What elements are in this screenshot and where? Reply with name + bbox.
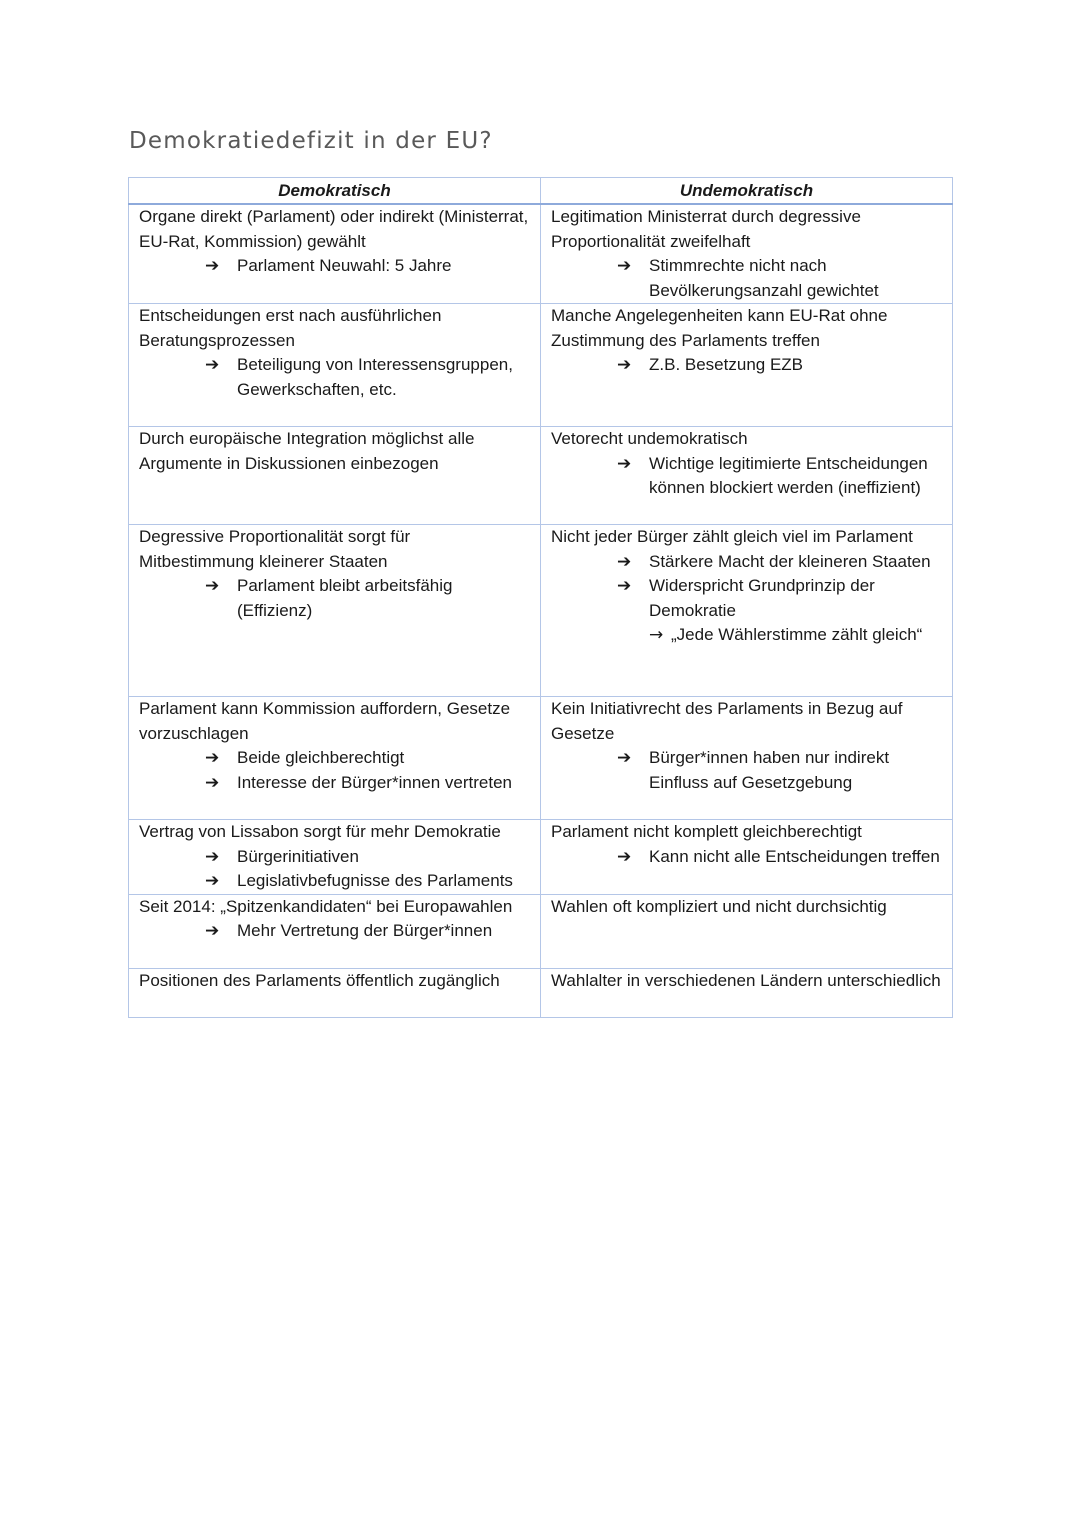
arrow-list <box>139 353 530 402</box>
arrow-list <box>551 746 942 795</box>
cell-demokratisch <box>129 304 541 427</box>
arrow-list <box>551 550 942 648</box>
arrow-list <box>551 452 942 501</box>
arrow-list <box>139 254 530 279</box>
table-row <box>129 820 953 895</box>
table-row <box>129 894 953 968</box>
arrow-list <box>551 254 942 303</box>
arrow-right-icon: ➔ <box>205 576 220 596</box>
list-item-text: Bürgerinitiativen <box>237 846 359 866</box>
cell-text: Seit 2014: „Spitzenkandidaten“ bei Europawahlen <box>139 896 513 916</box>
cell-text: Vetorecht undemokratisch <box>551 429 748 448</box>
list-item-text: Stärkere Macht der kleineren Staaten <box>649 551 931 571</box>
list-item <box>205 919 530 944</box>
arrow-list <box>139 574 530 623</box>
list-item <box>617 746 942 795</box>
cell-text: Vertrag von Lissabon sorgt für mehr Demokratie <box>139 822 501 841</box>
arrow-right-icon: ➔ <box>205 871 220 891</box>
header-demokratisch: Demokratisch <box>129 178 541 205</box>
cell-demokratisch <box>129 968 541 1017</box>
list-item-text: Interesse der Bürger*innen vertreten <box>237 772 512 792</box>
table-row <box>129 427 953 525</box>
cell-text: Wahlen oft kompliziert und nicht durchsichtig <box>551 896 887 916</box>
cell-text: Manche Angelegenheiten kann EU-Rat ohne Zustimmung des Parlaments treffen <box>551 306 888 350</box>
arrow-list <box>139 845 530 894</box>
table-row <box>129 204 953 304</box>
cell-text: Organe direkt (Parlament) oder indirekt (Ministerrat, EU-Rat, Kommission) gewählt <box>139 207 529 251</box>
cell-undemokratisch <box>541 525 953 697</box>
arrow-list <box>551 845 942 870</box>
cell-undemokratisch <box>541 427 953 525</box>
cell-text: Degressive Proportionalität sorgt für Mitbestimmung kleinerer Staaten <box>139 527 411 571</box>
cell-undemokratisch <box>541 204 953 304</box>
cell-text: Parlament nicht komplett gleichberechtigt <box>551 822 862 841</box>
arrow-list <box>551 353 942 378</box>
cell-text: Parlament kann Kommission auffordern, Gesetze vorzuschlagen <box>139 699 511 743</box>
arrow-right-icon: ➔ <box>205 921 220 941</box>
arrow-right-icon: ➔ <box>617 453 632 474</box>
arrow-right-icon: ➔ <box>205 256 220 276</box>
table-row <box>129 697 953 820</box>
cell-demokratisch <box>129 427 541 525</box>
list-item-text: Bürger*innen haben nur indirekt Einfluss auf Gesetzgebung <box>649 748 890 792</box>
cell-demokratisch <box>129 204 541 304</box>
list-item <box>205 771 530 796</box>
list-item <box>617 452 942 501</box>
sub-list-item-text: „Jede Wählerstimme zählt gleich“ <box>671 625 923 644</box>
cell-text: Nicht jeder Bürger zählt gleich viel im Parlament <box>551 527 913 546</box>
cell-undemokratisch <box>541 968 953 1017</box>
list-item <box>205 746 530 771</box>
page-title: Demokratiedefizit in der EU? <box>129 128 493 154</box>
cell-demokratisch <box>129 894 541 968</box>
arrow-right-icon: ➔ <box>617 551 632 572</box>
arrow-right-icon: ➔ <box>617 576 632 596</box>
list-item <box>205 574 530 623</box>
arrow-list <box>139 919 530 944</box>
list-item <box>617 574 942 648</box>
cell-demokratisch <box>129 697 541 820</box>
arrow-right-icon: ➔ <box>617 846 632 867</box>
cell-text: Positionen des Parlaments öffentlich zugänglich <box>139 970 500 990</box>
cell-text: Kein Initiativrecht des Parlaments in Bezug auf Gesetze <box>551 699 903 743</box>
arrow-list <box>139 746 530 795</box>
cell-demokratisch <box>129 525 541 697</box>
list-item <box>617 845 942 870</box>
list-item-text: Beide gleichberechtigt <box>237 748 405 767</box>
cell-text: Wahlalter in verschiedenen Ländern unterschiedlich <box>551 970 941 990</box>
cell-undemokratisch <box>541 820 953 895</box>
cell-demokratisch <box>129 820 541 895</box>
list-item <box>205 845 530 870</box>
list-item-text: Parlament bleibt arbeitsfähig (Effizienz) <box>237 576 453 620</box>
arrow-right-icon: ➔ <box>617 355 632 375</box>
list-item-text: Parlament Neuwahl: 5 Jahre <box>237 256 452 275</box>
table-row <box>129 304 953 427</box>
list-item-text: Kann nicht alle Entscheidungen treffen <box>649 846 940 866</box>
comparison-table <box>128 177 953 1018</box>
arrow-right-icon: ➔ <box>617 748 632 768</box>
list-item <box>205 254 530 279</box>
cell-text: Legitimation Ministerrat durch degressive Proportionalität zweifelhaft <box>551 207 861 251</box>
list-item <box>205 869 530 894</box>
arrow-right-icon: ➔ <box>205 846 220 867</box>
table-row <box>129 968 953 1017</box>
header-undemokratisch: Undemokratisch <box>541 178 953 205</box>
cell-undemokratisch <box>541 894 953 968</box>
sub-list <box>649 623 942 648</box>
cell-text: Entscheidungen erst nach ausführlichen Beratungsprozessen <box>139 306 442 350</box>
sub-list-item <box>649 623 942 648</box>
list-item-text: Legislativbefugnisse des Parlaments <box>237 871 513 890</box>
list-item-text: Wichtige legitimierte Entscheidungen können blockiert werden (ineffizient) <box>649 453 928 497</box>
arrow-right-icon: ➔ <box>205 355 220 375</box>
list-item-text: Z.B. Besetzung EZB <box>649 355 804 374</box>
list-item <box>617 353 942 378</box>
arrow-right-icon: ➔ <box>205 748 220 768</box>
list-item-text: Beteiligung von Interessensgruppen, Gewerkschaften, etc. <box>237 355 513 399</box>
list-item <box>617 550 942 575</box>
thin-arrow-icon: → <box>649 625 664 645</box>
list-item-text: Stimmrechte nicht nach Bevölkerungsanzahl gewichtet <box>649 256 879 300</box>
list-item <box>617 254 942 303</box>
table-row <box>129 525 953 697</box>
list-item-text: Mehr Vertretung der Bürger*innen <box>237 921 493 940</box>
arrow-right-icon: ➔ <box>617 256 632 276</box>
cell-undemokratisch <box>541 697 953 820</box>
cell-undemokratisch <box>541 304 953 427</box>
arrow-right-icon: ➔ <box>205 772 220 793</box>
table-header-row <box>129 178 953 205</box>
cell-text: Durch europäische Integration möglichst alle Argumente in Diskussionen einbezogen <box>139 429 475 473</box>
list-item-text: Widerspricht Grundprinzip der Demokratie <box>649 576 875 620</box>
list-item <box>205 353 530 402</box>
